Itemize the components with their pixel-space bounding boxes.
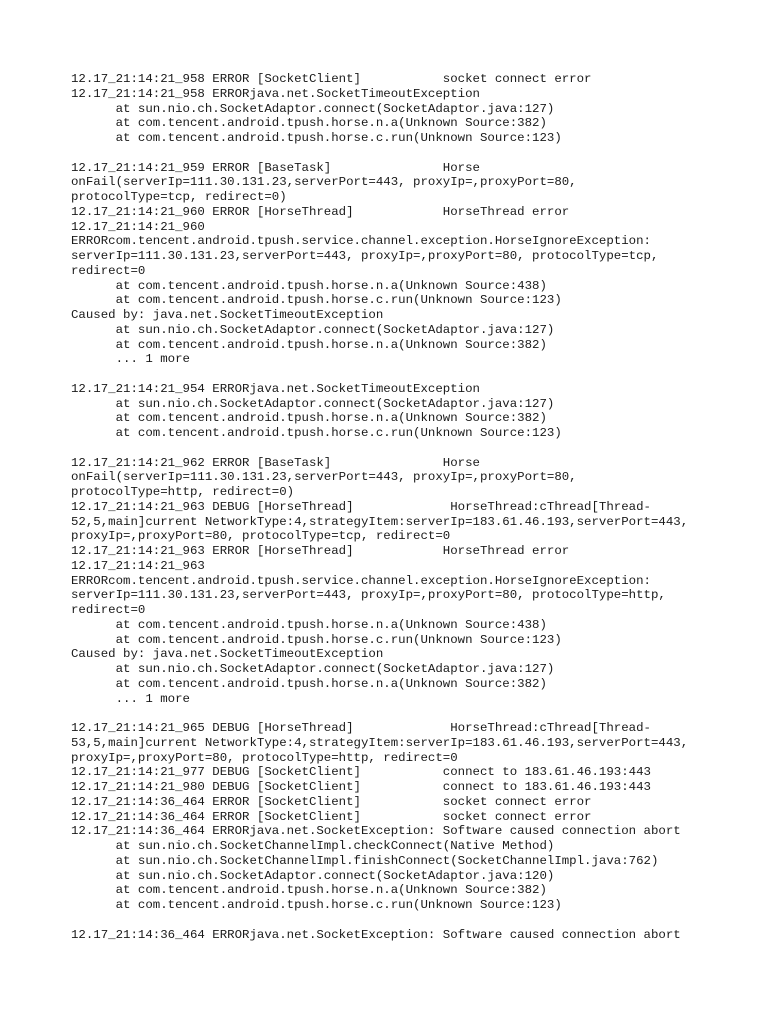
log-line: at com.tencent.android.tpush.horse.c.run(Unknown Source:123) <box>71 293 562 308</box>
log-line: 12.17_21:14:21_977 DEBUG [SocketClient] connect to 183.61.46.193:443 <box>71 765 651 780</box>
log-line: at com.tencent.android.tpush.horse.n.a(Unknown Source:382) <box>71 883 547 898</box>
log-line: Caused by: java.net.SocketTimeoutException <box>71 308 384 322</box>
log-line: Caused by: java.net.SocketTimeoutException <box>71 647 384 662</box>
log-line: at com.tencent.android.tpush.horse.c.run(Unknown Source:123) <box>71 426 562 440</box>
log-line: at com.tencent.android.tpush.horse.n.a(Unknown Source:382) <box>71 337 547 352</box>
log-line: at sun.nio.ch.SocketAdaptor.connect(SocketAdaptor.java:127) <box>71 396 555 411</box>
log-line: 12.17_21:14:21_980 DEBUG [SocketClient] connect to 183.61.46.193:443 <box>71 780 651 794</box>
log-line: onFail(serverIp=111.30.131.23,serverPort=443, proxyIp=,proxyPort=80, <box>71 175 577 190</box>
log-line: at com.tencent.android.tpush.horse.c.run(Unknown Source:123) <box>71 632 562 647</box>
log-line: 12.17_21:14:21_963 ERROR [HorseThread] HorseThread error <box>71 544 570 558</box>
log-line: 12.17_21:14:36_464 ERROR [SocketClient] socket connect error <box>71 794 592 809</box>
log-line: proxyIp=,proxyPort=80, protocolType=http, redirect=0 <box>71 750 458 765</box>
log-line <box>71 441 751 456</box>
log-line: 12.17_21:14:21_965 DEBUG [HorseThread] HorseThread:cThread[Thread- <box>71 721 651 735</box>
log-line: at com.tencent.android.tpush.horse.n.a(Unknown Source:382) <box>71 116 547 131</box>
log-line: at com.tencent.android.tpush.horse.n.a(Unknown Source:382) <box>71 411 547 426</box>
log-line: ERRORcom.tencent.android.tpush.service.channel.exception.HorseIgnoreException: <box>71 234 651 249</box>
log-line <box>71 706 751 721</box>
log-line: 12.17_21:14:21_963 <box>71 558 205 573</box>
log-line: serverIp=111.30.131.23,serverPort=443, proxyIp=,proxyPort=80, protocolType=tcp, <box>71 249 659 263</box>
log-line: serverIp=111.30.131.23,serverPort=443, proxyIp=,proxyPort=80, protocolType=http, <box>71 588 666 603</box>
log-line: at com.tencent.android.tpush.horse.c.run(Unknown Source:123) <box>71 898 562 912</box>
log-line: 12.17_21:14:36_464 ERRORjava.net.SocketException: Software caused connection abort <box>71 824 681 839</box>
log-line: at sun.nio.ch.SocketAdaptor.connect(SocketAdaptor.java:120) <box>71 868 555 883</box>
log-line: ... 1 more <box>71 352 190 367</box>
log-line: proxyIp=,proxyPort=80, protocolType=tcp, redirect=0 <box>71 529 451 544</box>
log-line: at com.tencent.android.tpush.horse.n.a(Unknown Source:438) <box>71 278 547 293</box>
log-text-block <box>71 72 751 942</box>
log-line: 12.17_21:14:36_464 ERROR [SocketClient] socket connect error <box>71 809 592 824</box>
log-line <box>71 146 751 161</box>
log-line: at sun.nio.ch.SocketAdaptor.connect(SocketAdaptor.java:127) <box>71 662 555 676</box>
log-line: protocolType=tcp, redirect=0) <box>71 190 287 204</box>
log-line: at com.tencent.android.tpush.horse.n.a(Unknown Source:382) <box>71 676 547 691</box>
log-line: 12.17_21:14:21_954 ERRORjava.net.SocketTimeoutException <box>71 381 480 396</box>
log-line: at com.tencent.android.tpush.horse.c.run(Unknown Source:123) <box>71 131 562 145</box>
log-line: at sun.nio.ch.SocketAdaptor.connect(SocketAdaptor.java:127) <box>71 101 555 116</box>
log-line: onFail(serverIp=111.30.131.23,serverPort=443, proxyIp=,proxyPort=80, <box>71 470 577 485</box>
log-line: at sun.nio.ch.SocketAdaptor.connect(SocketAdaptor.java:127) <box>71 322 555 337</box>
log-line: 12.17_21:14:21_962 ERROR [BaseTask] Horse <box>71 455 480 470</box>
log-line: protocolType=http, redirect=0) <box>71 485 295 499</box>
log-line: redirect=0 <box>71 263 146 278</box>
log-line: 53,5,main]current NetworkType:4,strategyItem:serverIp=183.61.46.193,serverPort=443, <box>71 735 689 750</box>
log-line: at com.tencent.android.tpush.horse.n.a(Unknown Source:438) <box>71 617 547 632</box>
log-line: 12.17_21:14:21_960 <box>71 219 205 234</box>
log-line: 12.17_21:14:21_959 ERROR [BaseTask] Horse <box>71 160 480 175</box>
log-line: ... 1 more <box>71 691 190 706</box>
log-line: 52,5,main]current NetworkType:4,strategyItem:serverIp=183.61.46.193,serverPort=443, <box>71 514 689 529</box>
log-line: 12.17_21:14:21_958 ERROR [SocketClient] socket connect error <box>71 72 592 86</box>
log-line: at sun.nio.ch.SocketChannelImpl.finishConnect(SocketChannelImpl.java:762) <box>71 853 659 868</box>
log-line <box>71 913 751 928</box>
log-line: ERRORcom.tencent.android.tpush.service.channel.exception.HorseIgnoreException: <box>71 573 651 588</box>
log-line: 12.17_21:14:21_960 ERROR [HorseThread] HorseThread error <box>71 204 570 219</box>
log-line: 12.17_21:14:21_958 ERRORjava.net.SocketTimeoutException <box>71 86 480 101</box>
log-line: at sun.nio.ch.SocketChannelImpl.checkConnect(Native Method) <box>71 839 555 853</box>
log-line: 12.17_21:14:21_963 DEBUG [HorseThread] HorseThread:cThread[Thread- <box>71 499 651 514</box>
log-line: 12.17_21:14:36_464 ERRORjava.net.SocketException: Software caused connection abort <box>71 927 681 942</box>
log-line <box>71 367 751 382</box>
log-line: redirect=0 <box>71 603 146 617</box>
